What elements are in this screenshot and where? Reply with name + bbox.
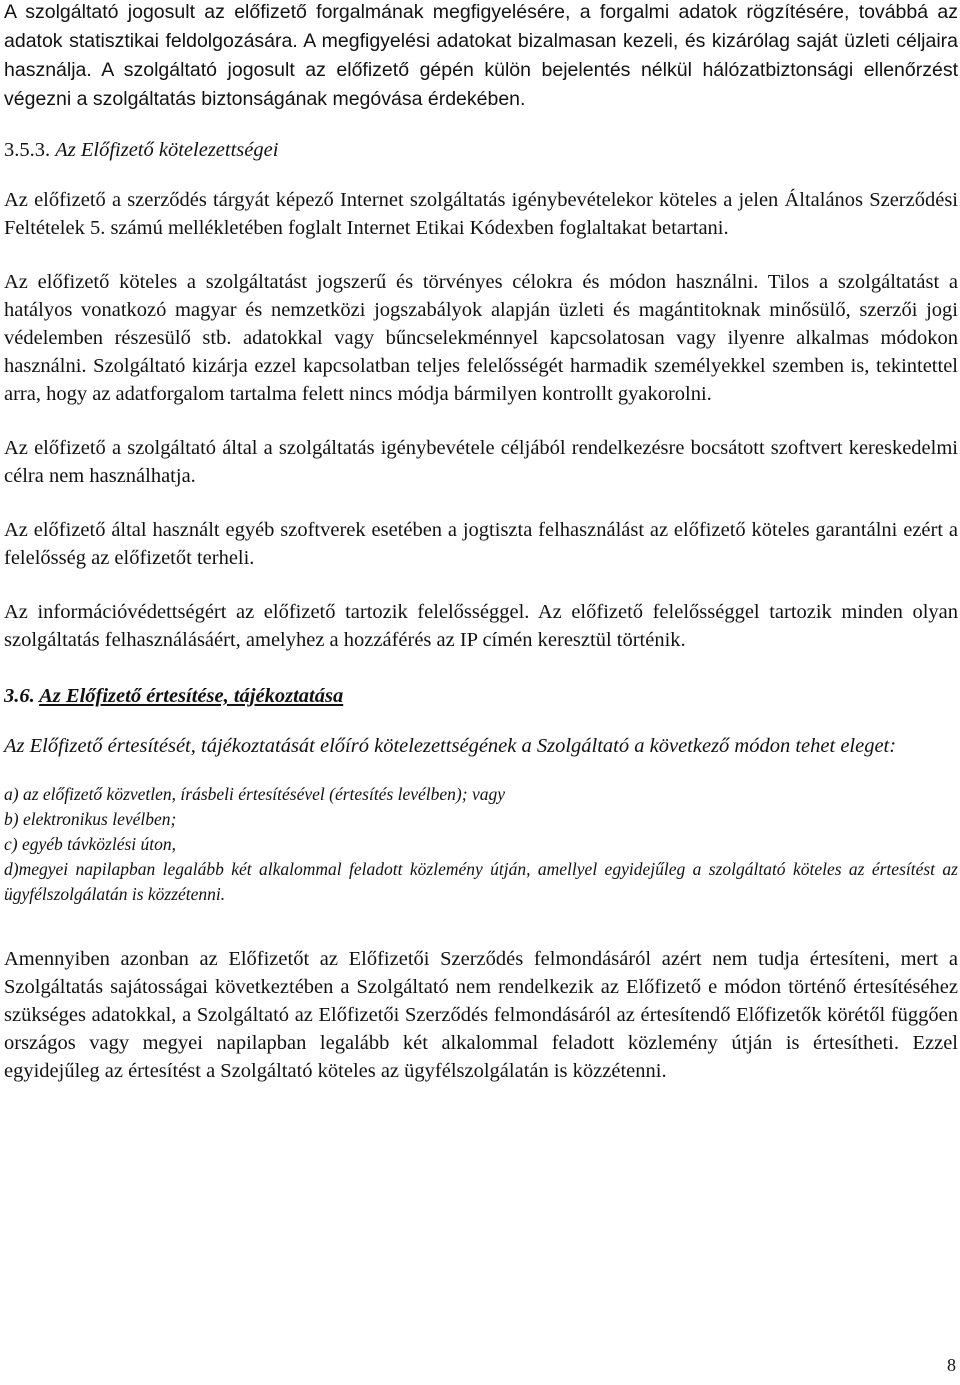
- section-heading-3-5-3: [4, 136, 958, 164]
- document-page: [4, 0, 958, 1085]
- section-number: 3.5.3.: [4, 139, 51, 161]
- paragraph-3: Az előfizető a szolgáltató által a szolgáltatás igénybevétele céljából rendelkezésre bocsátott szoftvert kereskedelmi célra nem használhatja.: [4, 437, 958, 487]
- intro-paragraph: A szolgáltató jogosult az előfizető forgalmának megfigyelésére, a forgalmi adatok rögzítésére, továbbá az adatok statisztikai feldolgozására. A megfigyelési adatokat bizalmasan kezeli, és kizárólag saját üzleti céljaira használja. A szolgáltató jogosult az előfizető gépén külön bejelentés nélkül hálózatbiztonsági ellenőrzést végezni a szolgáltatás biztonságának megóvása érdekében.: [4, 1, 958, 110]
- list-item: b) elektronikus levélben;: [4, 809, 177, 829]
- paragraph-5: Az információvédettségért az előfizető tartozik felelősséggel. Az előfizető felelősséggel tartozik minden olyan szolgáltatás felhasználásáért, amelyhez a hozzáférés az IP címén keresztül történik.: [4, 601, 958, 651]
- paragraph-6: Az Előfizető értesítését, tájékoztatását előíró kötelezettségének a Szolgáltató a következő módon tehet eleget:: [4, 735, 897, 757]
- page-number: 8: [947, 1355, 956, 1375]
- section-number: 3.6.: [4, 685, 35, 707]
- paragraph-7: Amennyiben azonban az Előfizetőt az Előfizetői Szerződés felmondásáról azért nem tudja értesíteni, mert a Szolgáltatás sajátosságai következtében a Szolgáltató nem rendelkezik az Előfizető e módon történő értesítéséhez szükséges adatokkal, a Szolgáltató az Előfizetői Szerződés felmondásáról az értesítendő Előfizetők körétől függően országos vagy megyei napilapban legalább két alkalommal feladott közlemény útján is értesítheti. Ezzel egyidejűleg az értesítést a Szolgáltató köteles az ügyfélszolgálatán is közzétenni.: [4, 948, 958, 1082]
- list-item: c) egyéb távközlési úton,: [4, 834, 177, 854]
- list-item: a) az előfizető közvetlen, írásbeli értesítésével (értesítés levélben); vagy: [4, 784, 505, 804]
- paragraph-2: Az előfizető köteles a szolgáltatást jogszerű és törvényes célokra és módon használni. Tilos a szolgáltatást a hatályos vonatkozó magyar és nemzetközi jogszabályok alapján üzleti és magántitoknak minősülő, szerzői jogi védelemben részesülő stb. adatokkal vagy bűncselekménnyel kapcsolatosan vagy ilyenre alkalmas módokon használni. Szolgáltató kizárja ezzel kapcsolatban teljes felelősségét harmadik személyekkel szemben is, tekintettel arra, hogy az adatforgalom tartalma felett nincs módja bármilyen kontrollt gyakorolni.: [4, 271, 958, 405]
- paragraph-4: Az előfizető által használt egyéb szoftverek esetében a jogtiszta felhasználást az előfizető köteles garantálni ezért a felelősség az előfizetőt terheli.: [4, 519, 958, 569]
- list-item: d)megyei napilapban legalább két alkalommal feladott közlemény útján, amellyel egyidejűleg a szolgáltató köteles az értesítést az ügyfélszolgálatán is közzétenni.: [4, 859, 958, 904]
- section-heading-3-6: [4, 682, 958, 710]
- paragraph-1: Az előfizető a szerződés tárgyát képező Internet szolgáltatás igénybevételekor köteles a jelen Általános Szerződési Feltételek 5. számú mellékletében foglalt Internet Etikai Kódexben foglaltakat betartani.: [4, 189, 958, 239]
- section-title: Az Előfizető értesítése, tájékoztatása: [39, 685, 344, 707]
- section-title: Az Előfizető kötelezettségei: [55, 139, 279, 161]
- notification-method-list: [4, 782, 958, 907]
